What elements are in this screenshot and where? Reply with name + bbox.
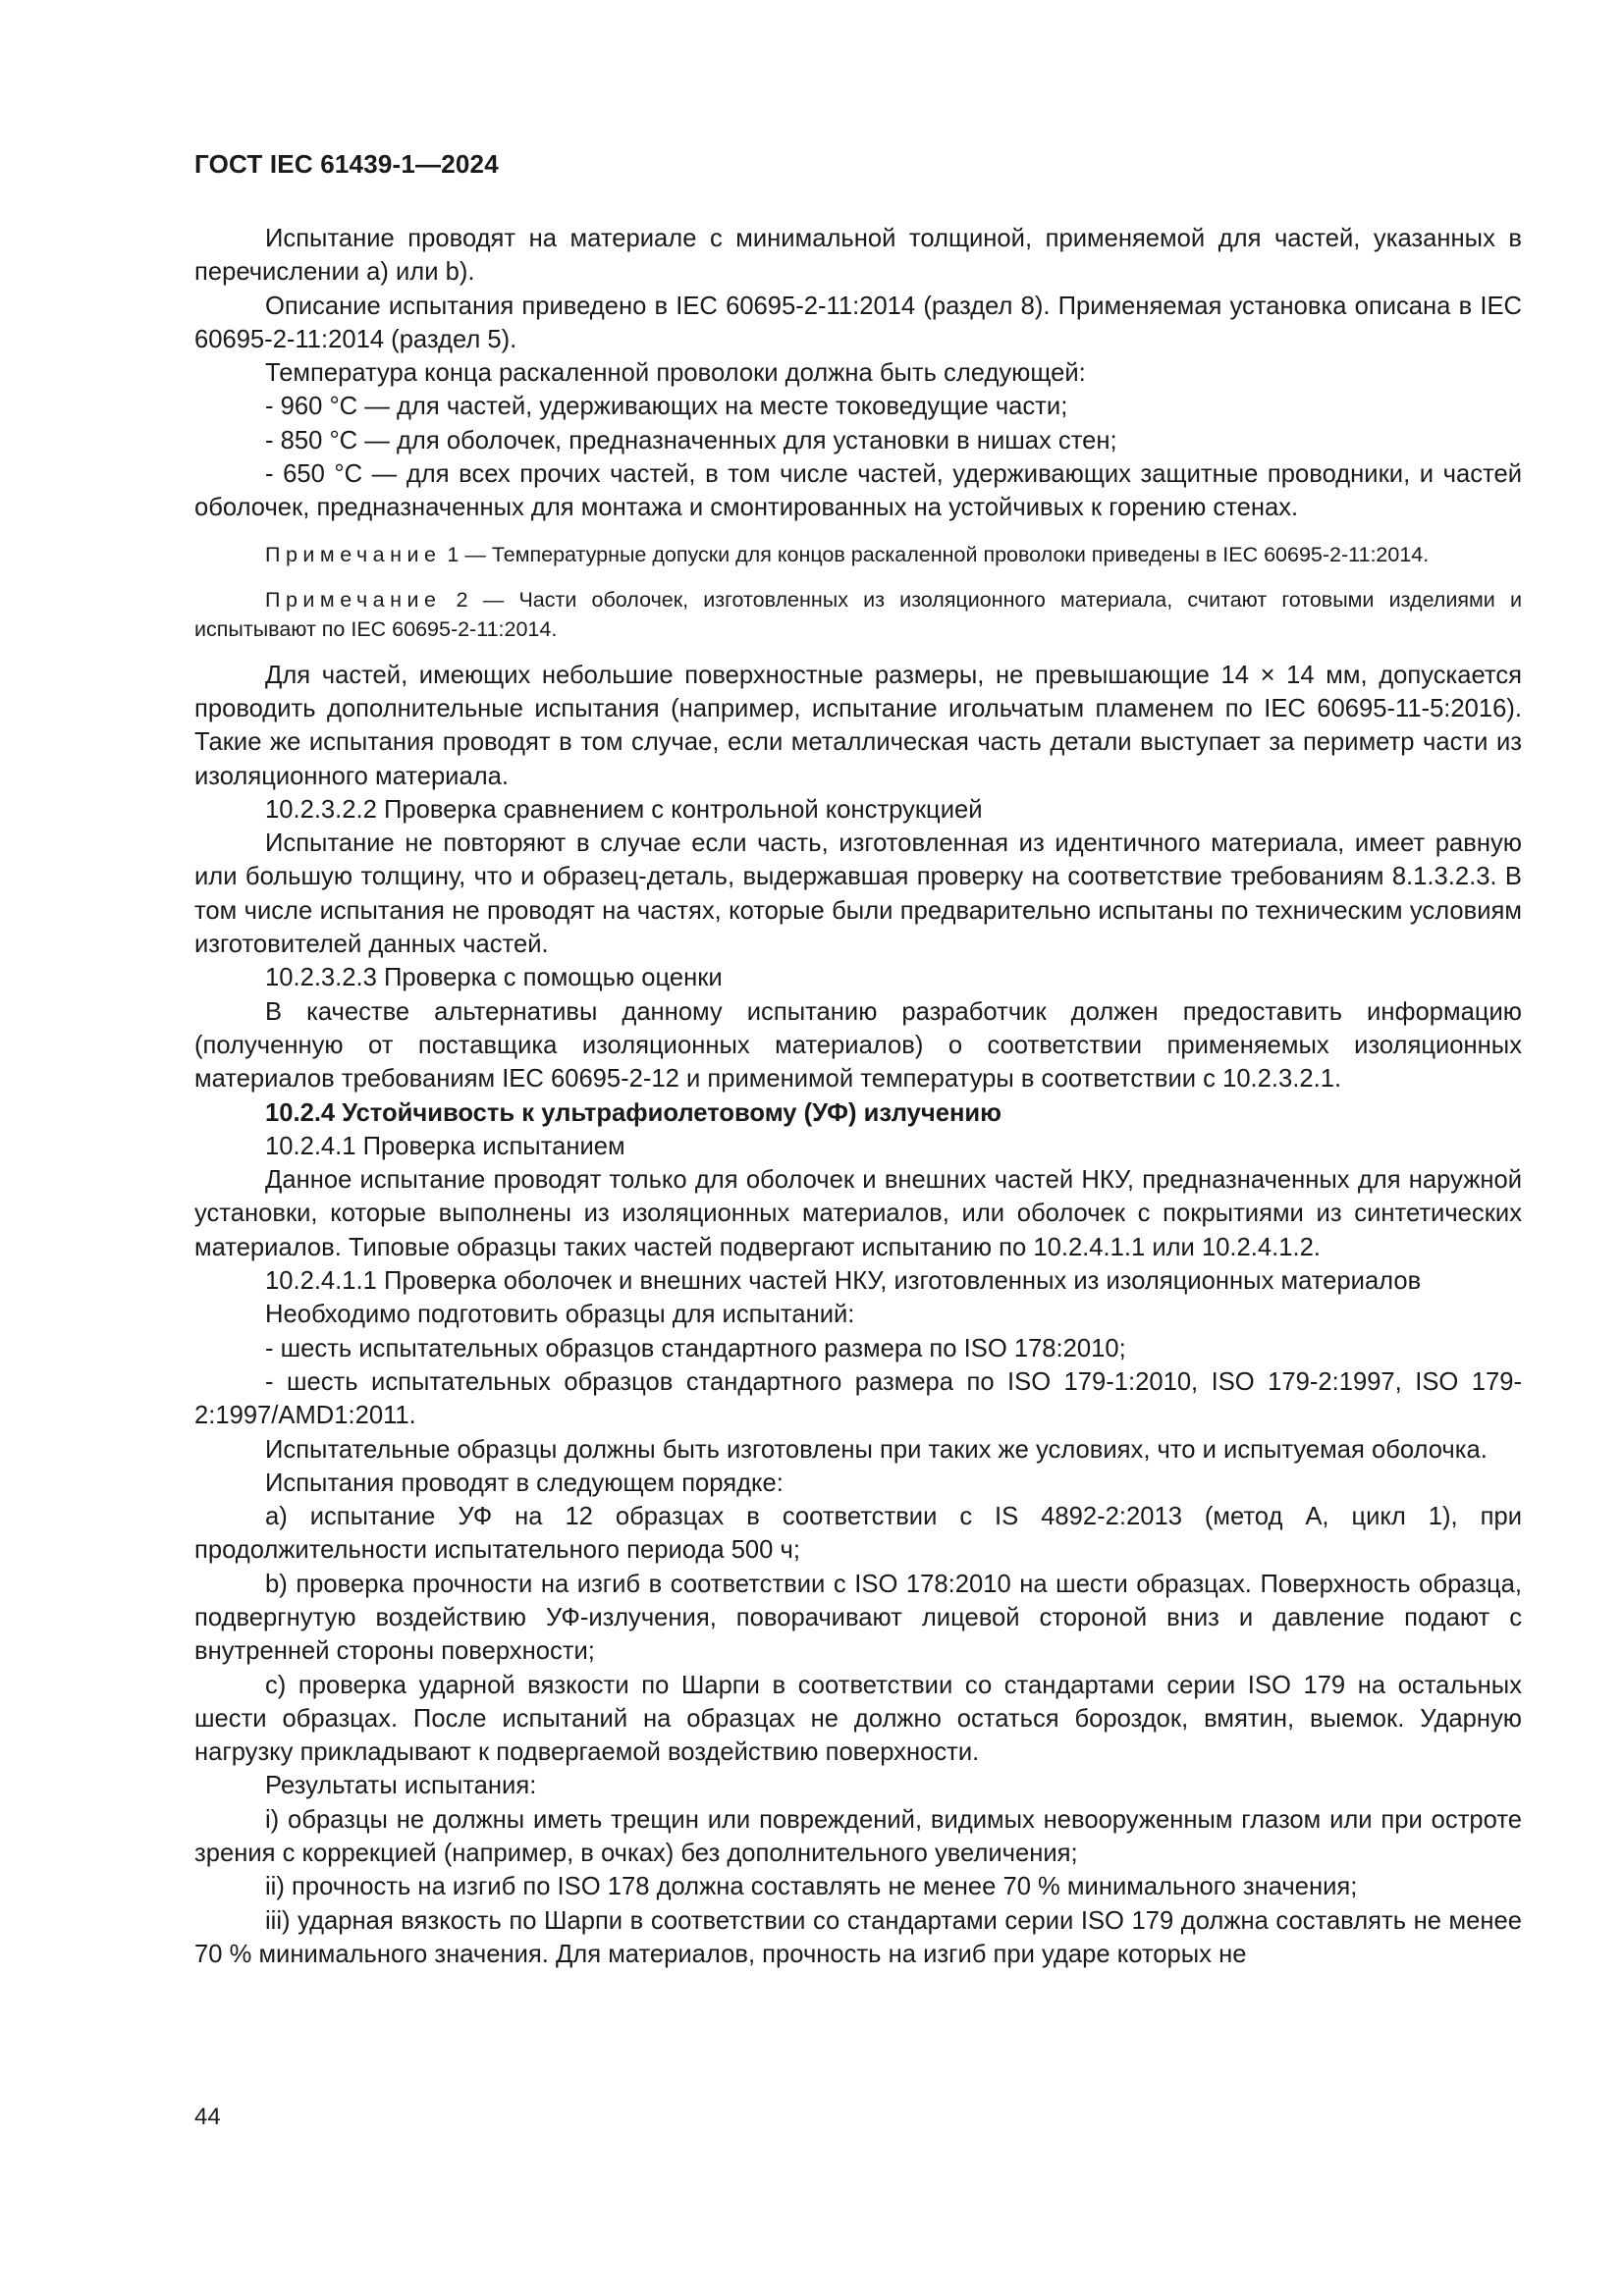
subsection-heading: 10.2.4.1 Проверка испытанием <box>265 1132 625 1160</box>
list-item: a) испытание УФ на 12 образцах в соответствии с IS 4892-2:2013 (метод А, цикл 1), при продолжительности испытательного периода 500 ч; <box>194 1503 1522 1565</box>
paragraph: Результаты испытания: <box>265 1772 537 1800</box>
list-item: - шесть испытательных образцов стандартного размера по ISO 179-1:2010, ISO 179-2:1997, ISO 179-2:1997/AMD1:2011. <box>194 1367 1522 1430</box>
note-label: Примечание <box>265 587 442 612</box>
note-text: 2 — Части оболочек, изготовленных из изоляционного материала, считают готовыми изделиями и испытывают по IEC 60695-2-11:2014. <box>194 587 1522 641</box>
paragraph: Температура конца раскаленной проволоки должна быть следующей: <box>265 359 1086 388</box>
paragraph: Испытание не повторяют в случае если часть, изготовленная из идентичного материала, имеет равную или большую толщину, что и образец-деталь, выдержавшая проверку на соответствие требованиям 8.1.3.2.3. В том числе испытания не проводят на частях, которые были предварительно испытаны по техническим условиям изготовителей данных частей. <box>194 829 1522 959</box>
note-2 <box>194 585 1522 644</box>
paragraph: Данное испытание проводят только для оболочек и внешних частей НКУ, предназначенных для наружной установки, которые выполнены из изоляционных материалов, или оболочек с покрытиями из синтетических материалов. Типовые образцы таких частей подвергают испытанию по 10.2.4.1.1 или 10.2.4.1.2. <box>194 1166 1522 1261</box>
subsection-heading: 10.2.4.1.1 Проверка оболочек и внешних частей НКУ, изготовленных из изоляционных материалов <box>265 1267 1422 1296</box>
list-item: iii) ударная вязкость по Шарпи в соответствии со стандартами серии ISO 179 должна составлять не менее 70 % минимального значения. Для материалов, прочность на изгиб при ударе которых не <box>194 1906 1522 1968</box>
paragraph: Описание испытания приведено в IEC 60695-2-11:2014 (раздел 8). Применяемая установка описана в IEC 60695-2-11:2014 (раздел 5). <box>194 292 1522 353</box>
list-item: c) проверка ударной вязкости по Шарпи в соответствии со стандартами серии ISO 179 на остальных шести образцах. После испытаний на образцах не должно остаться бороздок, вмятин, выемок. Ударную нагрузку прикладывают к подвергаемой воздействию поверхности. <box>194 1671 1522 1767</box>
document-header: ГОСТ IEC 61439-1—2024 <box>194 149 499 179</box>
list-item: - 960 °С — для частей, удерживающих на месте токоведущие части; <box>265 393 1068 421</box>
list-item: i) образцы не должны иметь трещин или повреждений, видимых невооруженным глазом или при остроте зрения с коррекцией (например, в очках) без дополнительного увеличения; <box>194 1805 1522 1868</box>
list-item: - 650 °С — для всех прочих частей, в том числе частей, удерживающих защитные проводники, и частей оболочек, предназначенных для монтажа и смонтированных на устойчивых к горению стенах. <box>194 460 1522 522</box>
section-heading: 10.2.4 Устойчивость к ультрафиолетовому (УФ) излучению <box>265 1098 1002 1127</box>
note-1 <box>194 540 1522 569</box>
paragraph: Для частей, имеющих небольшие поверхностные размеры, не превышающие 14 × 14 мм, допускается проводить дополнительные испытания (например, испытание игольчатым пламенем по IEC 60695-11-5:2016). Такие же испытания проводят в том случае, если металлическая часть детали выступает за периметр части из изоляционного материала. <box>194 661 1522 790</box>
subsection-heading: 10.2.3.2.3 Проверка с помощью оценки <box>265 964 723 992</box>
paragraph: Испытание проводят на материале с минимальной толщиной, применяемой для частей, указанных в перечислении а) или b). <box>194 225 1522 287</box>
list-item: - 850 °С — для оболочек, предназначенных для установки в нишах стен; <box>265 426 1117 454</box>
note-text: 1 — Температурные допуски для концов раскаленной проволоки приведены в IEC 60695-2-11:2014. <box>441 542 1430 566</box>
list-item: - шесть испытательных образцов стандартного размера по ISO 178:2010; <box>265 1334 1126 1362</box>
paragraph: Испытательные образцы должны быть изготовлены при таких же условиях, что и испытуемая оболочка. <box>265 1435 1488 1464</box>
note-label: Примечание <box>265 542 442 566</box>
paragraph: В качестве альтернативы данному испытанию разработчик должен предоставить информацию (полученную от поставщика изоляционных материалов) о соответствии применяемых изоляционных материалов требованиям IEC 60695-2-12 и применимой температуры в соответствии с 10.2.3.2.1. <box>194 997 1522 1094</box>
document-body <box>194 222 1522 1971</box>
list-item: ii) прочность на изгиб по ISO 178 должна составлять не менее 70 % минимального значения; <box>265 1873 1358 1901</box>
paragraph: Испытания проводят в следующем порядке: <box>265 1468 784 1497</box>
list-item: b) проверка прочности на изгиб в соответствии с ISO 178:2010 на шести образцах. Поверхность образца, подвергнутую воздействию УФ-излучения, поворачивают лицевой стороной вниз и давление подают с внутренней стороны поверхности; <box>194 1570 1522 1666</box>
page-number: 44 <box>194 2104 221 2130</box>
paragraph: Необходимо подготовить образцы для испытаний: <box>265 1301 855 1329</box>
subsection-heading: 10.2.3.2.2 Проверка сравнением с контрольной конструкцией <box>265 795 983 824</box>
